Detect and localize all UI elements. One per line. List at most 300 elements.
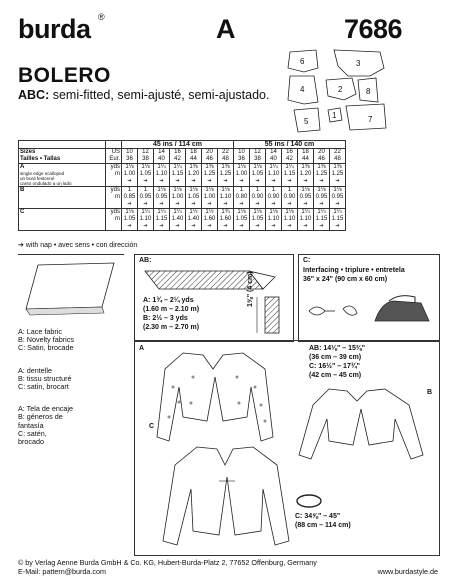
yds-value: 1⅛ xyxy=(125,209,134,215)
m-value: 1.25 xyxy=(315,171,328,177)
interfacing-line2: 36" x 24" (90 cm x 60 cm) xyxy=(303,276,388,283)
eur-size: 44 xyxy=(302,156,309,162)
yds-value: 1¼ xyxy=(157,209,166,215)
eur-size: 48 xyxy=(334,156,341,162)
yds-value: 1⅛ xyxy=(301,187,310,193)
yds-value: 1¼ xyxy=(141,209,150,215)
yds-label: yds xyxy=(110,187,120,193)
yardage-cell xyxy=(330,187,346,209)
m-value: 1.15 xyxy=(315,216,328,222)
brand-logo: burda xyxy=(18,14,91,44)
eur-size: 48 xyxy=(222,156,229,162)
pattern-pieces-diagram xyxy=(284,46,444,138)
nap-arrow-icon: ➔ xyxy=(207,201,212,207)
yds-value: 1 xyxy=(143,187,148,193)
piece-number-6: 6 xyxy=(300,57,305,66)
nap-arrow-icon: ➔ xyxy=(255,201,260,207)
pattern-number: 7686 xyxy=(344,14,403,44)
nap-arrow-icon: ➔ xyxy=(127,223,132,229)
yds-value: 1⅛ xyxy=(221,187,230,193)
size-cell xyxy=(170,149,186,164)
view-row-label xyxy=(19,209,106,231)
m-value: 1.25 xyxy=(219,171,232,177)
yds-value: 1⅛ xyxy=(173,187,182,193)
eur-size: 40 xyxy=(158,156,165,162)
table-row xyxy=(19,209,346,231)
fabric-a-es: A: Tela de encaje xyxy=(18,404,74,414)
fabrics-es xyxy=(18,405,124,446)
eur-size: 44 xyxy=(190,156,197,162)
nap-arrow-icon: ➔ xyxy=(319,201,324,207)
table-row xyxy=(19,187,346,209)
yardage-cell xyxy=(186,209,202,231)
notions-illustration xyxy=(303,291,435,337)
nap-arrow-icon: ➔ xyxy=(271,178,276,184)
measure-c-2: (88 cm – 114 cm) xyxy=(295,522,351,529)
yds-value: 1¾ xyxy=(221,209,230,215)
view-b-illustration xyxy=(285,385,435,465)
size-cell xyxy=(154,149,170,164)
yds-value: 1 xyxy=(127,187,132,193)
yardage-cell xyxy=(154,209,170,231)
view-a-illustration xyxy=(143,347,283,451)
nap-arrow-icon: ➔ xyxy=(239,201,244,207)
fabric-c-es: C: satén, xyxy=(18,428,47,438)
us-size: 18 xyxy=(190,149,197,155)
piece-outline-7 xyxy=(346,104,386,130)
view-row-note: un bord festonné xyxy=(20,176,55,181)
footer xyxy=(18,558,438,576)
nap-arrow-icon: ➔ xyxy=(239,223,244,229)
nap-arrow-icon: ➔ xyxy=(255,223,260,229)
yardage-cell xyxy=(202,164,218,187)
nap-arrow-icon: ➔ xyxy=(271,223,276,229)
nap-arrow-icon: ➔ xyxy=(159,201,164,207)
m-value: 0.95 xyxy=(155,194,168,200)
size-cell xyxy=(122,149,138,164)
yds-value: 1⅜ xyxy=(333,164,342,170)
hook-and-eye-icon xyxy=(309,306,357,315)
nap-arrow-icon: ➔ xyxy=(239,178,244,184)
yardage-cell xyxy=(154,187,170,209)
yds-value: 1 xyxy=(271,187,276,193)
measure-ab-2: (36 cm – 39 cm) xyxy=(309,354,362,361)
yds-value: 1⅛ xyxy=(253,164,262,170)
yardage-cell xyxy=(154,164,170,187)
yds-value: 1⅜ xyxy=(205,164,214,170)
fabric-column xyxy=(18,254,124,555)
us-size: 16 xyxy=(174,149,181,155)
yardage-cell xyxy=(282,164,298,187)
footer-contact xyxy=(18,567,438,576)
m-value: 0.90 xyxy=(283,194,296,200)
yds-value: 1¼ xyxy=(173,164,182,170)
size-cell xyxy=(186,149,202,164)
yds-value: 1⅛ xyxy=(285,209,294,215)
elastic-loop-icon xyxy=(295,491,325,511)
m-value: 1.60 xyxy=(219,216,232,222)
yardage-cell xyxy=(234,209,250,231)
m-value: 1.60 xyxy=(203,216,216,222)
yardage-cell xyxy=(138,209,154,231)
view-a-label: A xyxy=(139,345,145,352)
m-value: 1.25 xyxy=(203,171,216,177)
piece-number-4: 4 xyxy=(300,85,305,94)
view-row-letter: A xyxy=(20,164,25,170)
m-value: 1.20 xyxy=(187,171,200,177)
nap-arrow-icon: ➔ xyxy=(191,201,196,207)
nap-arrow-icon: ➔ xyxy=(255,178,260,184)
piece-number-7: 7 xyxy=(368,115,373,124)
garment-views-box xyxy=(134,340,440,556)
size-cell xyxy=(298,149,314,164)
nap-arrow-icon: ➔ xyxy=(287,201,292,207)
m-value: 1.10 xyxy=(283,216,296,222)
fabric-c-fr: C: satin, brocart xyxy=(18,382,69,392)
m-value: 1.00 xyxy=(123,171,136,177)
m-value: 1.05 xyxy=(251,171,264,177)
yardage-cell xyxy=(282,187,298,209)
nap-arrow-icon: ➔ xyxy=(143,178,148,184)
yardage-cell xyxy=(122,164,138,187)
footer-copyright: © by Verlag Aenne Burda GmbH & Co. KG, Hubert-Burda-Platz 2, 77652 Offenburg, Germany xyxy=(18,558,317,567)
yardage-cell xyxy=(266,209,282,231)
fabric-b-es: B: géneros de xyxy=(18,412,63,422)
nap-arrow-icon: ➔ xyxy=(287,223,292,229)
nap-arrow-icon: ➔ xyxy=(223,201,228,207)
yds-value: 1⅜ xyxy=(221,164,230,170)
m-value: 1.15 xyxy=(331,216,344,222)
piece-number-8: 8 xyxy=(366,87,371,96)
table-row xyxy=(19,149,346,164)
yds-value: 1 xyxy=(255,187,260,193)
fabric-c-en: C: Satin, brocade xyxy=(18,343,74,353)
nap-arrow-icon: ➔ xyxy=(191,223,196,229)
m-value: 1.10 xyxy=(299,216,312,222)
us-size: 14 xyxy=(270,149,277,155)
eur-size: 42 xyxy=(174,156,181,162)
us-size: 16 xyxy=(286,149,293,155)
yardage-cell xyxy=(266,187,282,209)
nap-arrow-icon: ➔ xyxy=(271,201,276,207)
table-corner xyxy=(106,141,122,149)
yardage-cell xyxy=(298,187,314,209)
view-c-illustration xyxy=(149,441,299,553)
m-value: 1.10 xyxy=(155,171,168,177)
width-header: 45 ins / 114 cm xyxy=(122,141,234,149)
piece-number-2: 2 xyxy=(338,85,343,94)
yardage-cell xyxy=(218,187,234,209)
yds-value: 1⅛ xyxy=(157,187,166,193)
yardage-cell xyxy=(234,187,250,209)
view-row-letter: B xyxy=(20,187,25,193)
eur-size: 40 xyxy=(270,156,277,162)
yds-value: 1⅛ xyxy=(269,209,278,215)
interfacing-label: C: xyxy=(303,257,311,264)
us-size: 14 xyxy=(158,149,165,155)
m-value: 1.10 xyxy=(139,216,152,222)
m-value: 1.05 xyxy=(187,194,200,200)
nap-arrow-icon: ➔ xyxy=(207,178,212,184)
us-size: 10 xyxy=(238,149,245,155)
width-header: 55 ins / 140 cm xyxy=(234,141,346,149)
size-cell xyxy=(266,149,282,164)
fabric-b-en: B: Novelty fabrics xyxy=(18,335,74,345)
yds-value: 1¼ xyxy=(333,209,342,215)
subtitle-text: semi-fitted, semi-ajusté, semi-ajustado. xyxy=(52,88,270,102)
trim-width-swatch xyxy=(237,295,289,339)
yardage-cell xyxy=(122,187,138,209)
m-value: 1.05 xyxy=(251,216,264,222)
yds-value: 1⅜ xyxy=(189,164,198,170)
nap-arrow-icon: ➔ xyxy=(175,223,180,229)
nap-arrow-icon: ➔ xyxy=(223,178,228,184)
m-label: m xyxy=(115,216,120,222)
yds-value: 1 xyxy=(287,187,292,193)
yds-value: 1½ xyxy=(205,209,214,215)
yds-value: 1¼ xyxy=(317,209,326,215)
fabric-c-es-cont: brocado xyxy=(18,437,44,447)
view-row-label xyxy=(19,187,106,209)
yardage-cell xyxy=(330,209,346,231)
yds-value: 1⅛ xyxy=(189,187,198,193)
yardage-cell xyxy=(138,187,154,209)
yds-value: 1⅜ xyxy=(301,164,310,170)
fabric-a-en: A: Lace fabric xyxy=(18,327,62,336)
fabrics-fr xyxy=(18,367,124,392)
yardage-cell xyxy=(314,209,330,231)
fabric-a-fr: A: dentelle xyxy=(18,365,52,375)
page-title: BOLERO xyxy=(18,64,111,87)
size-cell xyxy=(138,149,154,164)
m-value: 1.15 xyxy=(171,171,184,177)
us-size: 22 xyxy=(222,149,229,155)
yds-value: 1½ xyxy=(189,209,198,215)
interfacing-line1: Interfacing • triplure • entretela xyxy=(303,267,405,274)
m-value: 0.95 xyxy=(331,194,344,200)
yds-value: 1⅛ xyxy=(253,209,262,215)
nap-arrow-icon: ➔ xyxy=(223,223,228,229)
m-value: 1.00 xyxy=(235,171,248,177)
m-value: 1.00 xyxy=(203,194,216,200)
size-cell xyxy=(218,149,234,164)
yds-value: 1⅛ xyxy=(237,209,246,215)
trim-a-metric: (1.60 m – 2.10 m) xyxy=(143,306,200,313)
nap-arrow-icon: ➔ xyxy=(175,201,180,207)
yds-label: yds xyxy=(110,164,120,170)
m-value: 1.10 xyxy=(267,171,280,177)
yds-value: 1¼ xyxy=(285,164,294,170)
nap-arrow-icon: ➔ xyxy=(159,223,164,229)
unit-cell xyxy=(106,209,122,231)
piece-number-1: 1 xyxy=(332,111,337,120)
view-row-note: canto ondulado a un lado xyxy=(20,181,72,186)
sizes-label xyxy=(19,149,106,164)
nap-arrow-icon: ➔ xyxy=(143,223,148,229)
m-value: 0.95 xyxy=(139,194,152,200)
iron-icon xyxy=(375,296,429,321)
yardage-cell xyxy=(170,187,186,209)
m-value: 1.20 xyxy=(299,171,312,177)
trim-b: B: 2½ – 3 yds xyxy=(143,315,188,322)
m-label: m xyxy=(115,171,120,177)
yds-value: 1⅜ xyxy=(317,164,326,170)
size-cell xyxy=(234,149,250,164)
yds-value: 1⅛ xyxy=(237,164,246,170)
us-size: 12 xyxy=(254,149,261,155)
measure-ab-1: AB: 14⅛" – 15⅜" xyxy=(309,345,366,352)
eur-size: 36 xyxy=(126,156,133,162)
measure-ab-4: (42 cm – 45 cm) xyxy=(309,372,362,379)
nap-arrow-icon: ➔ xyxy=(303,201,308,207)
eur-size: 42 xyxy=(286,156,293,162)
table-row xyxy=(19,164,346,187)
yardage-cell xyxy=(250,164,266,187)
yardage-cell xyxy=(138,164,154,187)
tailles-label-text: Tailles • Tallas xyxy=(20,156,61,162)
trim-a: A: 1¾ – 2¼ yds xyxy=(143,297,194,304)
yds-value: 1⅛ xyxy=(141,164,150,170)
nap-arrow-icon: ➔ xyxy=(335,178,340,184)
size-cell xyxy=(202,149,218,164)
interfacing-box xyxy=(298,254,440,342)
footer-email: E-Mail: pattern@burda.com xyxy=(18,567,106,576)
piece-number-3: 3 xyxy=(356,59,361,68)
yardage-cell xyxy=(170,209,186,231)
yardage-table xyxy=(18,140,346,231)
yardage-cell xyxy=(218,209,234,231)
fabric-bolt-illustration xyxy=(18,255,122,319)
m-value: 0.90 xyxy=(267,194,280,200)
us-size: 20 xyxy=(318,149,325,155)
unit-cell xyxy=(106,164,122,187)
eur-label: Eur. xyxy=(109,156,120,162)
view-letter: A xyxy=(216,14,236,44)
trim-label: AB: xyxy=(139,257,152,264)
unit-cell xyxy=(106,187,122,209)
nap-arrow-icon: ➔ xyxy=(175,178,180,184)
yardage-cell xyxy=(298,209,314,231)
m-value: 0.95 xyxy=(315,194,328,200)
yds-value: 1⅛ xyxy=(317,187,326,193)
m-value: 1.40 xyxy=(171,216,184,222)
m-value: 1.10 xyxy=(267,216,280,222)
m-value: 1.10 xyxy=(219,194,232,200)
yardage-cell xyxy=(186,187,202,209)
us-size: 22 xyxy=(334,149,341,155)
trim-box xyxy=(134,254,294,342)
m-value: 1.15 xyxy=(155,216,168,222)
measure-c-1: C: 34⅝" – 45" xyxy=(295,513,341,520)
yardage-cell xyxy=(298,164,314,187)
us-label: US xyxy=(111,149,120,155)
fabrics-en xyxy=(18,328,124,353)
yds-value: 1⅛ xyxy=(125,164,134,170)
eur-size: 38 xyxy=(254,156,261,162)
eur-size: 38 xyxy=(142,156,149,162)
view-row-note: single edge scalloped xyxy=(20,171,65,176)
m-value: 0.95 xyxy=(299,194,312,200)
nap-arrow-icon: ➔ xyxy=(191,178,196,184)
us-size: 20 xyxy=(206,149,213,155)
yardage-cell xyxy=(250,209,266,231)
yds-value: 1⅛ xyxy=(205,187,214,193)
nap-note: ➔ with nap • avec sens • con dirección xyxy=(18,242,138,249)
size-system xyxy=(106,149,122,164)
yds-value: 1 xyxy=(239,187,244,193)
m-value: 1.05 xyxy=(123,216,136,222)
table-row xyxy=(19,141,346,149)
yardage-cell xyxy=(202,209,218,231)
yardage-cell xyxy=(266,164,282,187)
measure-ab-3: C: 16½" – 17¾" xyxy=(309,363,360,370)
yds-label: yds xyxy=(110,209,120,215)
nap-arrow-icon: ➔ xyxy=(335,201,340,207)
yds-value: 1⅛ xyxy=(333,187,342,193)
sizes-label-text: Sizes xyxy=(20,149,36,155)
yds-value: 1¼ xyxy=(173,209,182,215)
size-cell xyxy=(330,149,346,164)
yardage-cell xyxy=(314,164,330,187)
trim-width-label: 1⅝" (4 cm) xyxy=(247,271,254,307)
yardage-cell xyxy=(202,187,218,209)
subtitle-views: ABC: xyxy=(18,88,50,102)
m-value: 1.05 xyxy=(139,171,152,177)
view-row-letter: C xyxy=(20,209,25,215)
m-value: 1.15 xyxy=(283,171,296,177)
yds-value: 1¼ xyxy=(301,209,310,215)
nap-arrow-icon: ➔ xyxy=(303,178,308,184)
yardage-cell xyxy=(250,187,266,209)
yds-value: 1¼ xyxy=(157,164,166,170)
m-value: 1.40 xyxy=(187,216,200,222)
nap-arrow-icon: ➔ xyxy=(319,223,324,229)
subtitle xyxy=(18,88,278,103)
view-c-label: C xyxy=(149,423,155,430)
m-value: 0.90 xyxy=(251,194,264,200)
yardage-cell xyxy=(314,187,330,209)
yardage-cell xyxy=(122,209,138,231)
eur-size: 36 xyxy=(238,156,245,162)
nap-arrow-icon: ➔ xyxy=(303,223,308,229)
size-cell xyxy=(282,149,298,164)
nap-arrow-icon: ➔ xyxy=(143,201,148,207)
us-size: 12 xyxy=(142,149,149,155)
nap-arrow-icon: ➔ xyxy=(127,201,132,207)
yardage-cell xyxy=(218,164,234,187)
size-cell xyxy=(314,149,330,164)
nap-arrow-icon: ➔ xyxy=(287,178,292,184)
registered-mark: ® xyxy=(98,12,105,22)
footer-website: www.burdastyle.de xyxy=(377,567,438,576)
yardage-cell xyxy=(170,164,186,187)
view-b-label: B xyxy=(427,389,433,396)
nap-arrow-icon: ➔ xyxy=(159,178,164,184)
fabric-b-fr: B: tissu structuré xyxy=(18,373,72,383)
yds-value: 1¼ xyxy=(269,164,278,170)
nap-arrow-icon: ➔ xyxy=(335,223,340,229)
view-row-label xyxy=(19,164,106,187)
us-size: 10 xyxy=(126,149,133,155)
yardage-cell xyxy=(234,164,250,187)
m-value: 1.25 xyxy=(331,171,344,177)
nap-arrow-icon: ➔ xyxy=(207,223,212,229)
fabric-b-es-cont: fantasía xyxy=(18,420,44,430)
m-value: 1.05 xyxy=(235,216,248,222)
size-cell xyxy=(250,149,266,164)
yardage-cell xyxy=(330,164,346,187)
nap-arrow-icon: ➔ xyxy=(319,178,324,184)
